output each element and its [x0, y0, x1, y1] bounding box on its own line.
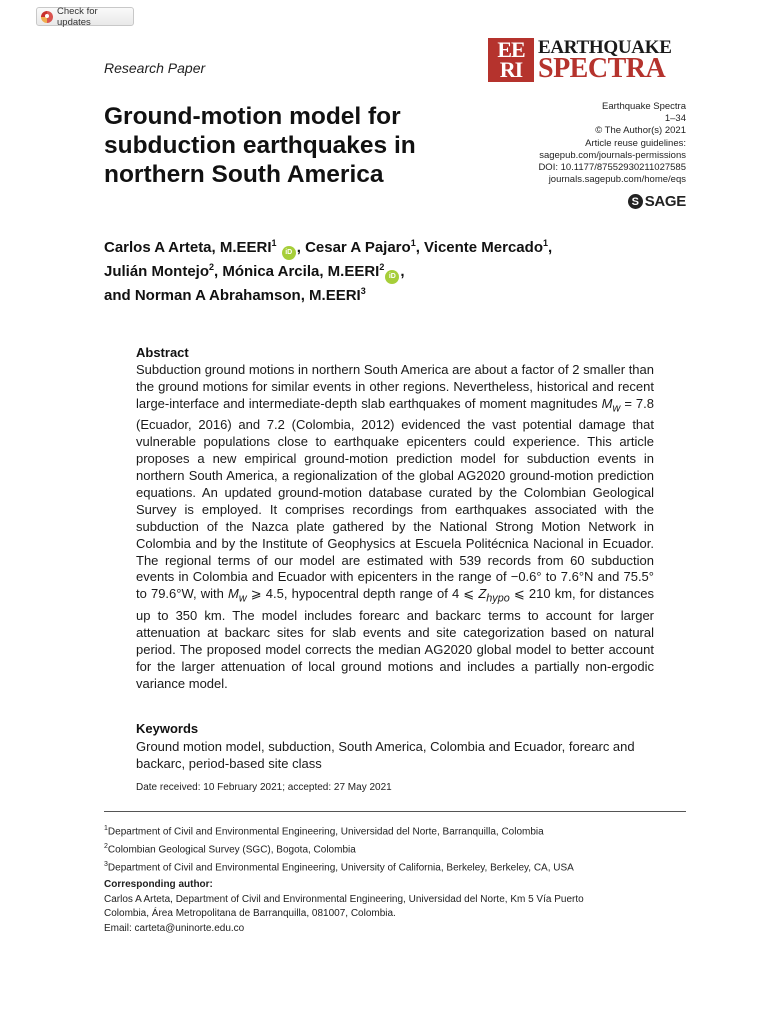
check-for-updates-label: Check for updates — [57, 5, 98, 28]
affiliations — [104, 822, 704, 875]
author-name: , Cesar A Pajaro — [296, 239, 411, 256]
update-icon — [41, 11, 53, 23]
check-for-updates-button[interactable] — [36, 7, 134, 26]
author-name: , Julián Montejo — [104, 239, 553, 280]
affiliation-item: $^2$Colombian Geological Survey (SGC), Bogota, Colombia — [104, 842, 356, 856]
abstract-text: Subduction ground motions in northern South America are about a factor of 2 smaller than the ground motions for similar events in other regions. Nevertheless, historical and recent large-interface and intermediate-depth slab earthquakes of moment magnitudes $M_w = 7.8$ (Ecuador, 2016) and 7.2 (Colombia, 2012) evidenced the vast potential damage that vulnerable populations close to earthquake epicenters could experience. This article proposes a new empirical ground-motion prediction model for subduction events in northern South America, a regionalization of the global AG2020 ground-motion prediction equations. An updated ground-motion database curated by the Colombian Geological Survey is employed. It comprises recordings from earthquakes associated with the subduction of the Nazca plate gathered by the National Strong Motion Network in Colombia and by the Institute of Geophysics at Escuela Politécnica Nacional in Ecuador. The regional terms of our model are estimated with 539 records from 60 subduction events in Colombia and Ecuador with epicenters in the range of −0.6° to 7.6°N and 75.5° to 79.6°W, with $M_w$ ⩾ 4.5, hypocentral depth range of 4 ⩽ $Z_{hypo}$ ⩽ 210 km, for distances up to 350 km. The model includes forearc and backarc terms to account for larger attenuation at backarc sites for slab events and site categorization based on natural period. The proposed model corrects the median AG2020 global model to better account for the larger attenuation of local ground motions and includes a partially non-ergodic variance model. — [136, 362, 654, 691]
corresponding-author — [104, 878, 704, 936]
copyright: © The Author(s) 2021 — [595, 125, 686, 137]
corresponding-heading: Corresponding author: — [104, 879, 213, 890]
publisher-name: SAGE — [644, 193, 686, 210]
reuse-label: Article reuse guidelines: — [585, 137, 686, 149]
logo-box: EE RI — [488, 38, 534, 82]
orcid-icon[interactable]: iD — [282, 246, 296, 260]
corresponding-address-line: Carlos A Arteta, Department of Civil and Environmental Engineering, Universidad del Norte, Km 5 Vía Puerto — [104, 893, 584, 905]
author-separator: , — [400, 263, 405, 280]
publisher-logo — [628, 193, 686, 210]
paper-type: Research Paper — [104, 60, 206, 76]
journal-url[interactable]: journals.sagepub.com/home/eqs — [548, 174, 686, 186]
keywords-text: Ground motion model, subduction, South America, Colombia and Ecuador, forearc and backarc, period-based site class — [136, 739, 635, 771]
reuse-link[interactable]: sagepub.com/journals-permissions — [539, 149, 686, 161]
author-list — [104, 236, 574, 307]
affiliation-ref: 1 — [410, 238, 416, 248]
affiliation-ref: 3 — [360, 286, 366, 296]
author-name: Carlos A Arteta, M.EERI — [104, 239, 272, 256]
author-name: and Norman A Abrahamson, M.EERI — [104, 287, 361, 304]
affiliation-ref: 2 — [209, 262, 215, 272]
divider — [104, 811, 686, 812]
affiliation-ref: 1 — [542, 238, 548, 248]
affiliation-item: $^3$Department of Civil and Environmental Engineering, University of California, Berkeley, Berkeley, CA, USA — [104, 860, 574, 873]
doi-link[interactable]: DOI: 10.1177/87552930211027585 — [538, 162, 686, 174]
logo-line-1: EARTHQUAKE — [538, 37, 672, 58]
abstract-heading: Abstract — [136, 345, 189, 360]
affiliation-item: $^1$Department of Civil and Environmental Engineering, Universidad del Norte, Barranquilla, Colombia — [104, 825, 544, 838]
corresponding-address-line: Colombia, Área Metropolitana de Barranquilla, 081007, Colombia. — [104, 908, 396, 919]
keywords-heading: Keywords — [136, 721, 199, 736]
dates: Date received: 10 February 2021; accepted: 27 May 2021 — [136, 782, 392, 793]
journal-meta — [538, 101, 686, 186]
page-range: 1–34 — [664, 113, 686, 125]
journal-name: Earthquake Spectra — [602, 101, 686, 112]
paper-title: Ground-motion model for subduction earthquakes in northern South America — [104, 103, 416, 188]
journal-logo — [488, 38, 688, 82]
sage-icon: S — [628, 194, 643, 209]
logo-line-2: SPECTRA — [538, 53, 666, 84]
affiliation-ref: 2 — [379, 262, 385, 272]
author-name: , Mónica Arcila, M.EERI — [214, 263, 380, 280]
author-name: , Vicente Mercado — [415, 239, 543, 256]
orcid-icon[interactable]: iD — [385, 270, 399, 284]
affiliation-ref: 1 — [271, 238, 277, 248]
corresponding-email[interactable]: Email: carteta@uninorte.edu.co — [104, 922, 245, 934]
